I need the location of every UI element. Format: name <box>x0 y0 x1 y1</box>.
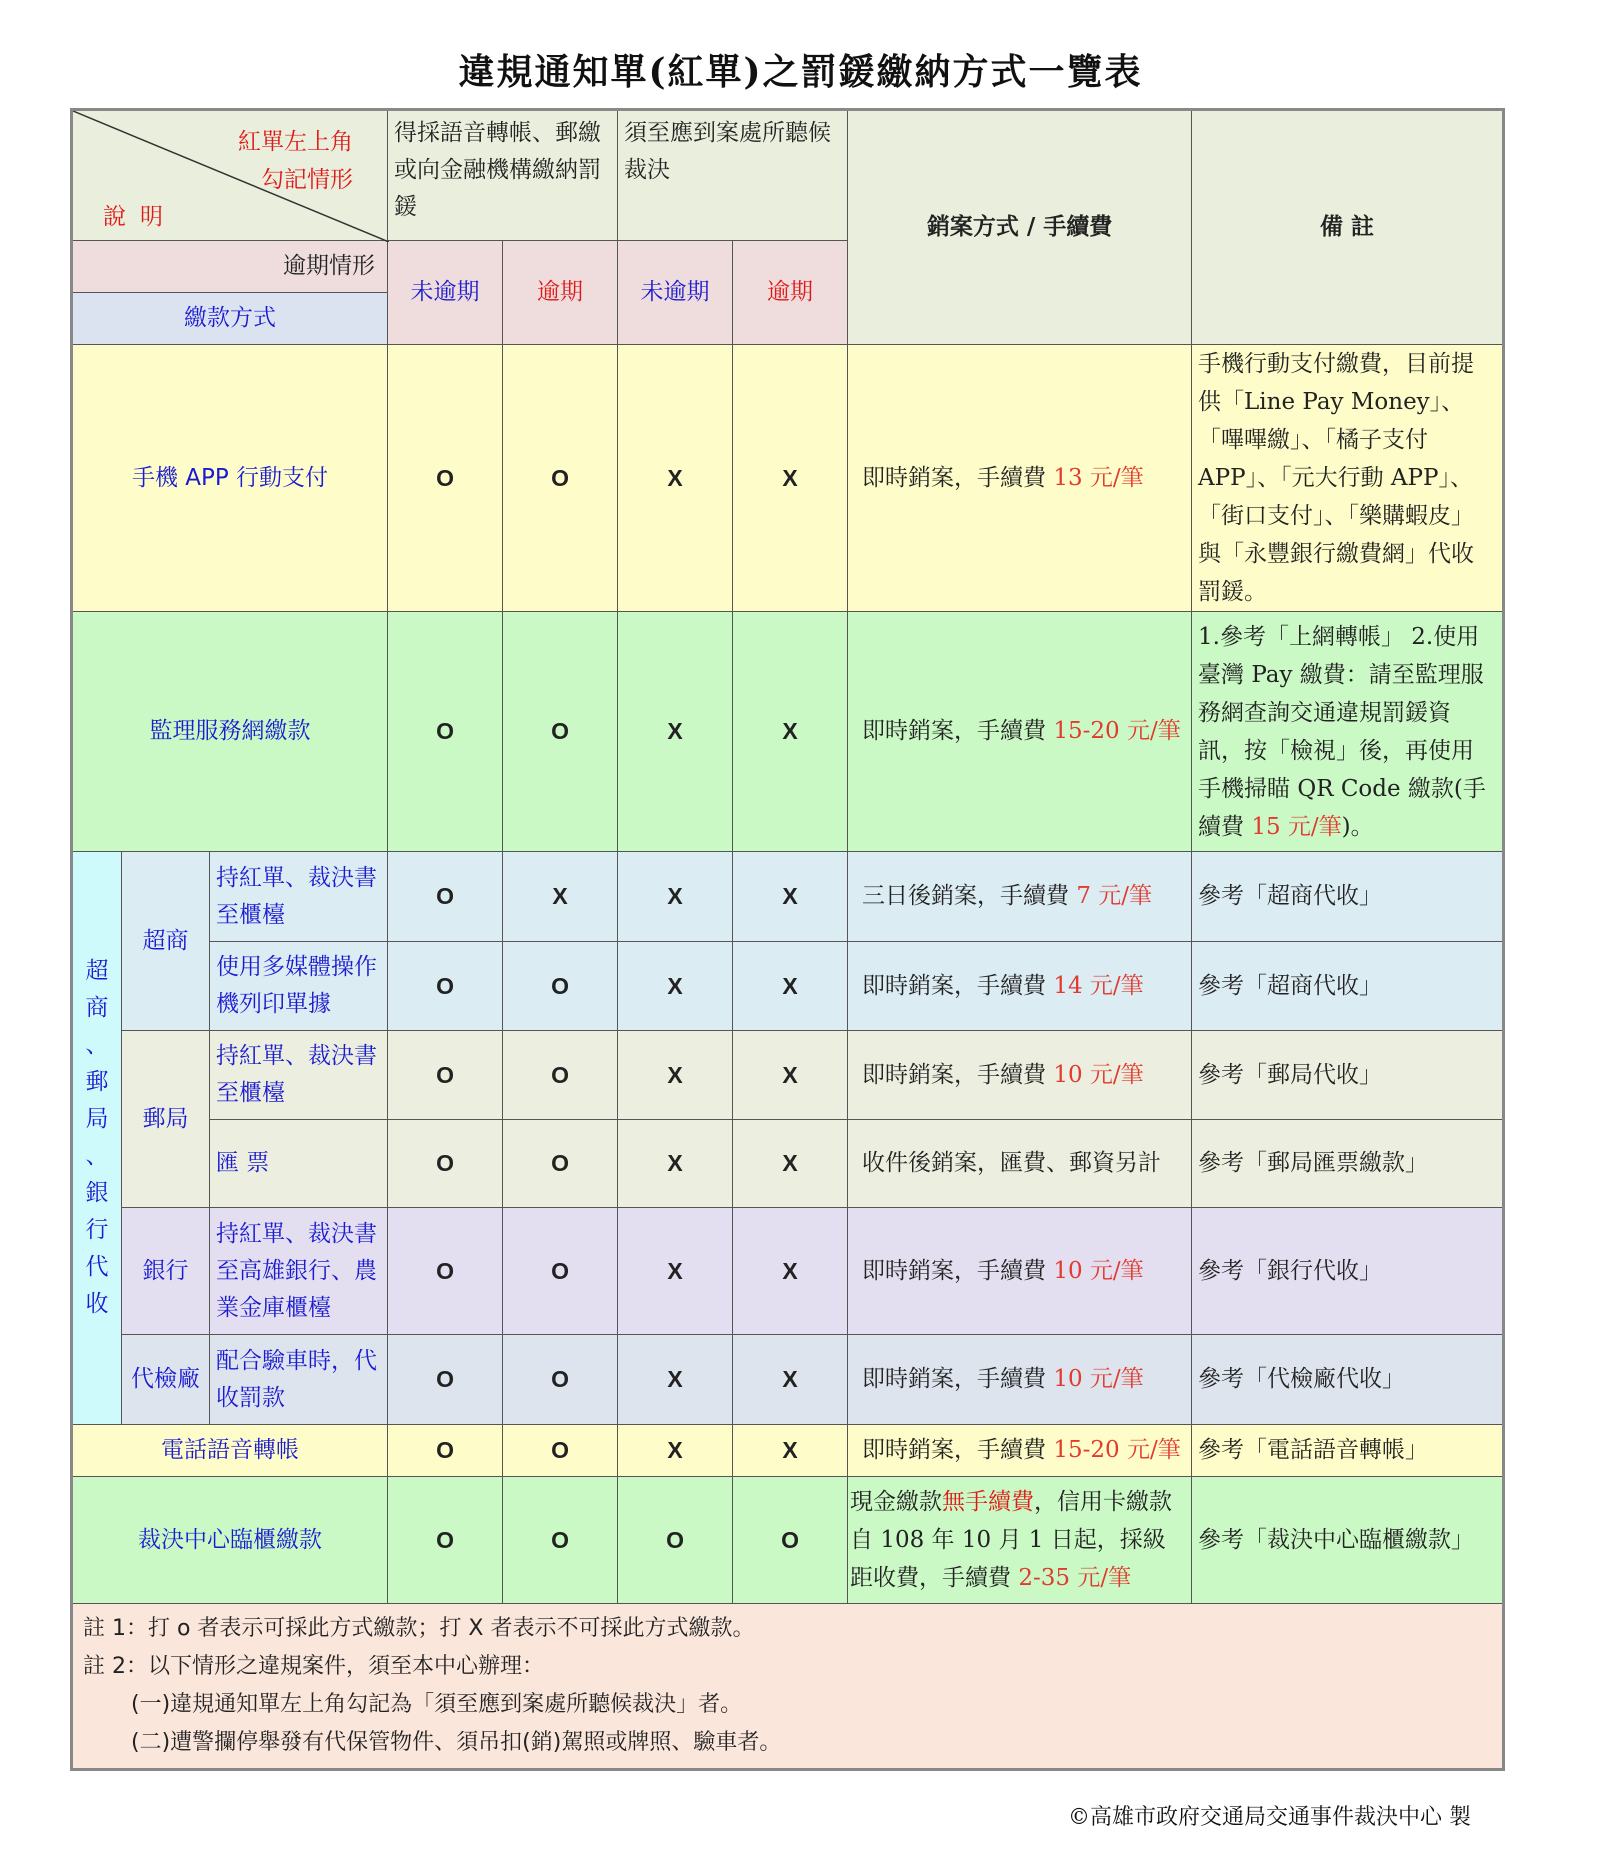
method-text: 現金繳款 <box>850 1489 943 1515</box>
mark-cell: X <box>503 852 618 942</box>
diag-top-line1: 紅單左上角 <box>238 129 354 155</box>
mark-cell: O <box>503 942 618 1031</box>
agency-group-char: 超 <box>85 958 109 984</box>
remark-fee: 15 元/筆 <box>1251 813 1342 840</box>
agency-group-char: 銀 <box>85 1180 109 1206</box>
agency-group-char: 郵 <box>85 1069 109 1095</box>
fee-text: 2-35 元/筆 <box>1018 1565 1132 1591</box>
mark-cell: X <box>618 1031 733 1120</box>
method-cell <box>848 1425 1192 1477</box>
table-row <box>72 942 1504 1031</box>
overdue-label: 逾期情形 <box>73 241 387 293</box>
col-group-voice-transfer: 得採語音轉帳、郵繳或向金融機構繳納罰鍰 <box>388 110 618 241</box>
note-2: 註 2：以下情形之違規案件，須至本中心辦理： <box>83 1654 544 1679</box>
method-cell <box>848 1335 1192 1425</box>
fee-text: 15-20 元/筆 <box>1053 718 1181 744</box>
remark-cell: 參考「超商代收」 <box>1192 852 1504 942</box>
notes-row <box>72 1604 1504 1770</box>
mark-cell: O <box>733 1477 848 1604</box>
note-1: 註 1：打 ο 者表示可採此方式繳款；打 X 者表示不可採此方式繳款。 <box>83 1616 755 1641</box>
mark-cell: X <box>733 852 848 942</box>
mark-cell: X <box>733 1425 848 1477</box>
mark-cell: O <box>503 1120 618 1208</box>
remark-text: 1.參考「上網轉帳」 2.使用臺灣 Pay 繳費：請至監理服務網查詢交通違規罰鍰資訊，按「檢視」後，再使用手機掃瞄 QR Code 繳款(手續費 <box>1198 623 1486 840</box>
method-name: 監理服務網繳款 <box>72 612 388 852</box>
sub-method-name: 持紅單、裁決書至櫃檯 <box>210 1031 388 1120</box>
overdue-payment-label-cell <box>72 241 388 345</box>
method-cell: 收件後銷案，匯費、郵資另計 <box>848 1120 1192 1208</box>
method-cell <box>848 1031 1192 1120</box>
note-2b: (二)遭警攔停舉發有代保管物件、須吊扣(銷)駕照或牌照、驗車者。 <box>131 1730 782 1755</box>
remark-cell: 參考「代檢廠代收」 <box>1192 1335 1504 1425</box>
diag-top-line2: 勾記情形 <box>261 167 354 193</box>
sub-method-name: 使用多媒體操作機列印單據 <box>210 942 388 1031</box>
mark-cell: X <box>733 1120 848 1208</box>
mark-cell: X <box>618 1120 733 1208</box>
method-name: 裁決中心臨櫃繳款 <box>72 1477 388 1604</box>
payment-methods-table <box>70 108 1505 1771</box>
fee-text: 13 元/筆 <box>1053 464 1144 491</box>
mark-cell: X <box>618 345 733 612</box>
table-row <box>72 1208 1504 1335</box>
remark-cell: 手機行動支付繳費，目前提供「Line Pay Money」、「嗶嗶繳」、「橘子支付 APP」、「元大行動 APP」、「街口支付」、「樂購蝦皮」與「永豐銀行繳費網」代收罰鍰。 <box>1192 345 1504 612</box>
table-row <box>72 852 1504 942</box>
method-cell <box>848 852 1192 942</box>
remark-cell: 參考「電話語音轉帳」 <box>1192 1425 1504 1477</box>
sub-method-name: 匯 票 <box>210 1120 388 1208</box>
fee-text: 7 元/筆 <box>1076 883 1153 909</box>
agency-group-label <box>72 852 122 1425</box>
sub-method-name: 持紅單、裁決書至高雄銀行、農業金庫櫃檯 <box>210 1208 388 1335</box>
bank-label: 銀行 <box>122 1208 210 1335</box>
mark-cell: X <box>733 1335 848 1425</box>
diagonal-header-cell <box>72 110 388 241</box>
sub-method-name: 配合驗車時，代收罰款 <box>210 1335 388 1425</box>
mark-cell: O <box>503 345 618 612</box>
fee-text: 14 元/筆 <box>1053 972 1144 999</box>
payment-method-label: 繳款方式 <box>73 293 387 344</box>
method-cell <box>848 1208 1192 1335</box>
method-text: 即時銷案，手續費 <box>862 1061 1054 1088</box>
inspection-label: 代檢廠 <box>122 1335 210 1425</box>
mark-cell: O <box>503 1477 618 1604</box>
fee-text: 15-20 元/筆 <box>1053 1437 1181 1463</box>
method-text-mid: ，信用卡繳款自 108 年 10 月 1 日起，採級距收費，手續費 <box>850 1489 1173 1591</box>
method-text: 即時銷案，手續費 <box>862 1366 1054 1392</box>
mark-cell: X <box>733 942 848 1031</box>
remark-cell <box>1192 612 1504 852</box>
table-row <box>72 1477 1504 1604</box>
mark-cell: O <box>388 1120 503 1208</box>
agency-group-char: 收 <box>85 1291 109 1317</box>
fee-text: 10 元/筆 <box>1053 1257 1144 1284</box>
fee-text: 10 元/筆 <box>1053 1061 1144 1088</box>
overdue-header-2: 逾期 <box>733 241 848 345</box>
remark-cell: 參考「裁決中心臨櫃繳款」 <box>1192 1477 1504 1604</box>
agency-group-char: 局 <box>85 1106 109 1132</box>
mark-cell: O <box>503 1208 618 1335</box>
col-group-must-attend: 須至應到案處所聽候裁決 <box>618 110 848 241</box>
remark-cell: 參考「銀行代收」 <box>1192 1208 1504 1335</box>
mark-cell: O <box>618 1477 733 1604</box>
method-name: 電話語音轉帳 <box>72 1425 388 1477</box>
method-text: 即時銷案，手續費 <box>862 1257 1054 1284</box>
mark-cell: X <box>618 942 733 1031</box>
mark-cell: X <box>618 852 733 942</box>
mark-cell: X <box>733 612 848 852</box>
mark-cell: X <box>618 1208 733 1335</box>
not-overdue-header-2: 未逾期 <box>618 241 733 345</box>
col-remark-header: 備 註 <box>1192 110 1504 345</box>
method-cell <box>848 612 1192 852</box>
table-row <box>72 345 1504 612</box>
remark-cell: 參考「郵局匯票繳款」 <box>1192 1120 1504 1208</box>
remark-text-end: )。 <box>1341 813 1374 840</box>
method-text: 即時銷案，手續費 <box>862 1437 1054 1463</box>
method-cell <box>848 345 1192 612</box>
cstore-label: 超商 <box>122 852 210 1031</box>
fee-text: 10 元/筆 <box>1053 1366 1144 1392</box>
method-name: 手機 APP 行動支付 <box>72 345 388 612</box>
mark-cell: O <box>503 1031 618 1120</box>
mark-cell: O <box>503 1335 618 1425</box>
mark-cell: O <box>388 942 503 1031</box>
mark-cell: X <box>618 1425 733 1477</box>
overdue-header-1: 逾期 <box>503 241 618 345</box>
method-text: 即時銷案，手續費 <box>862 464 1054 491</box>
mark-cell: O <box>388 1208 503 1335</box>
method-text: 即時銷案，手續費 <box>862 718 1054 744</box>
agency-group-char: 代 <box>85 1254 109 1280</box>
remark-cell: 參考「超商代收」 <box>1192 942 1504 1031</box>
method-text: 三日後銷案，手續費 <box>862 883 1077 909</box>
table-row <box>72 1335 1504 1425</box>
mark-cell: O <box>388 1425 503 1477</box>
remark-cell: 參考「郵局代收」 <box>1192 1031 1504 1120</box>
mark-cell: X <box>733 345 848 612</box>
mark-cell: X <box>733 1031 848 1120</box>
notes-cell <box>72 1604 1504 1770</box>
mark-cell: O <box>388 1477 503 1604</box>
mark-cell: X <box>618 612 733 852</box>
diag-top-label <box>238 123 353 199</box>
method-cell <box>848 942 1192 1031</box>
table-row <box>72 612 1504 852</box>
footer-credit: ©高雄市政府交通局交通事件裁決中心 製 <box>1068 1805 1471 1830</box>
not-overdue-header-1: 未逾期 <box>388 241 503 345</box>
agency-group-char: 商 <box>85 995 109 1021</box>
agency-group-char: 、 <box>85 1143 109 1169</box>
method-text: 即時銷案，手續費 <box>862 972 1054 999</box>
mark-cell: O <box>503 612 618 852</box>
mark-cell: O <box>388 612 503 852</box>
diag-bottom-label: 說明 <box>103 204 177 230</box>
agency-group-char: 、 <box>85 1032 109 1058</box>
mark-cell: X <box>733 1208 848 1335</box>
table-row <box>72 1425 1504 1477</box>
mark-cell: O <box>388 1031 503 1120</box>
no-fee-text: 無手續費 <box>942 1489 1035 1515</box>
post-label: 郵局 <box>122 1031 210 1208</box>
sub-method-name: 持紅單、裁決書至櫃檯 <box>210 852 388 942</box>
table-row <box>72 1031 1504 1120</box>
agency-group-char: 行 <box>85 1217 109 1243</box>
mark-cell: O <box>388 1335 503 1425</box>
mark-cell: O <box>388 345 503 612</box>
mark-cell: X <box>618 1335 733 1425</box>
agency-group-text <box>73 953 121 1323</box>
mark-cell: O <box>503 1425 618 1477</box>
col-method-header: 銷案方式 / 手續費 <box>848 110 1192 345</box>
table-row <box>72 1120 1504 1208</box>
method-cell <box>848 1477 1192 1604</box>
mark-cell: O <box>388 852 503 942</box>
note-2a: (一)違規通知單左上角勾記為「須至應到案處所聽候裁決」者。 <box>131 1692 743 1717</box>
page-title: 違規通知單(紅單)之罰鍰繳納方式一覽表 <box>458 51 1143 93</box>
